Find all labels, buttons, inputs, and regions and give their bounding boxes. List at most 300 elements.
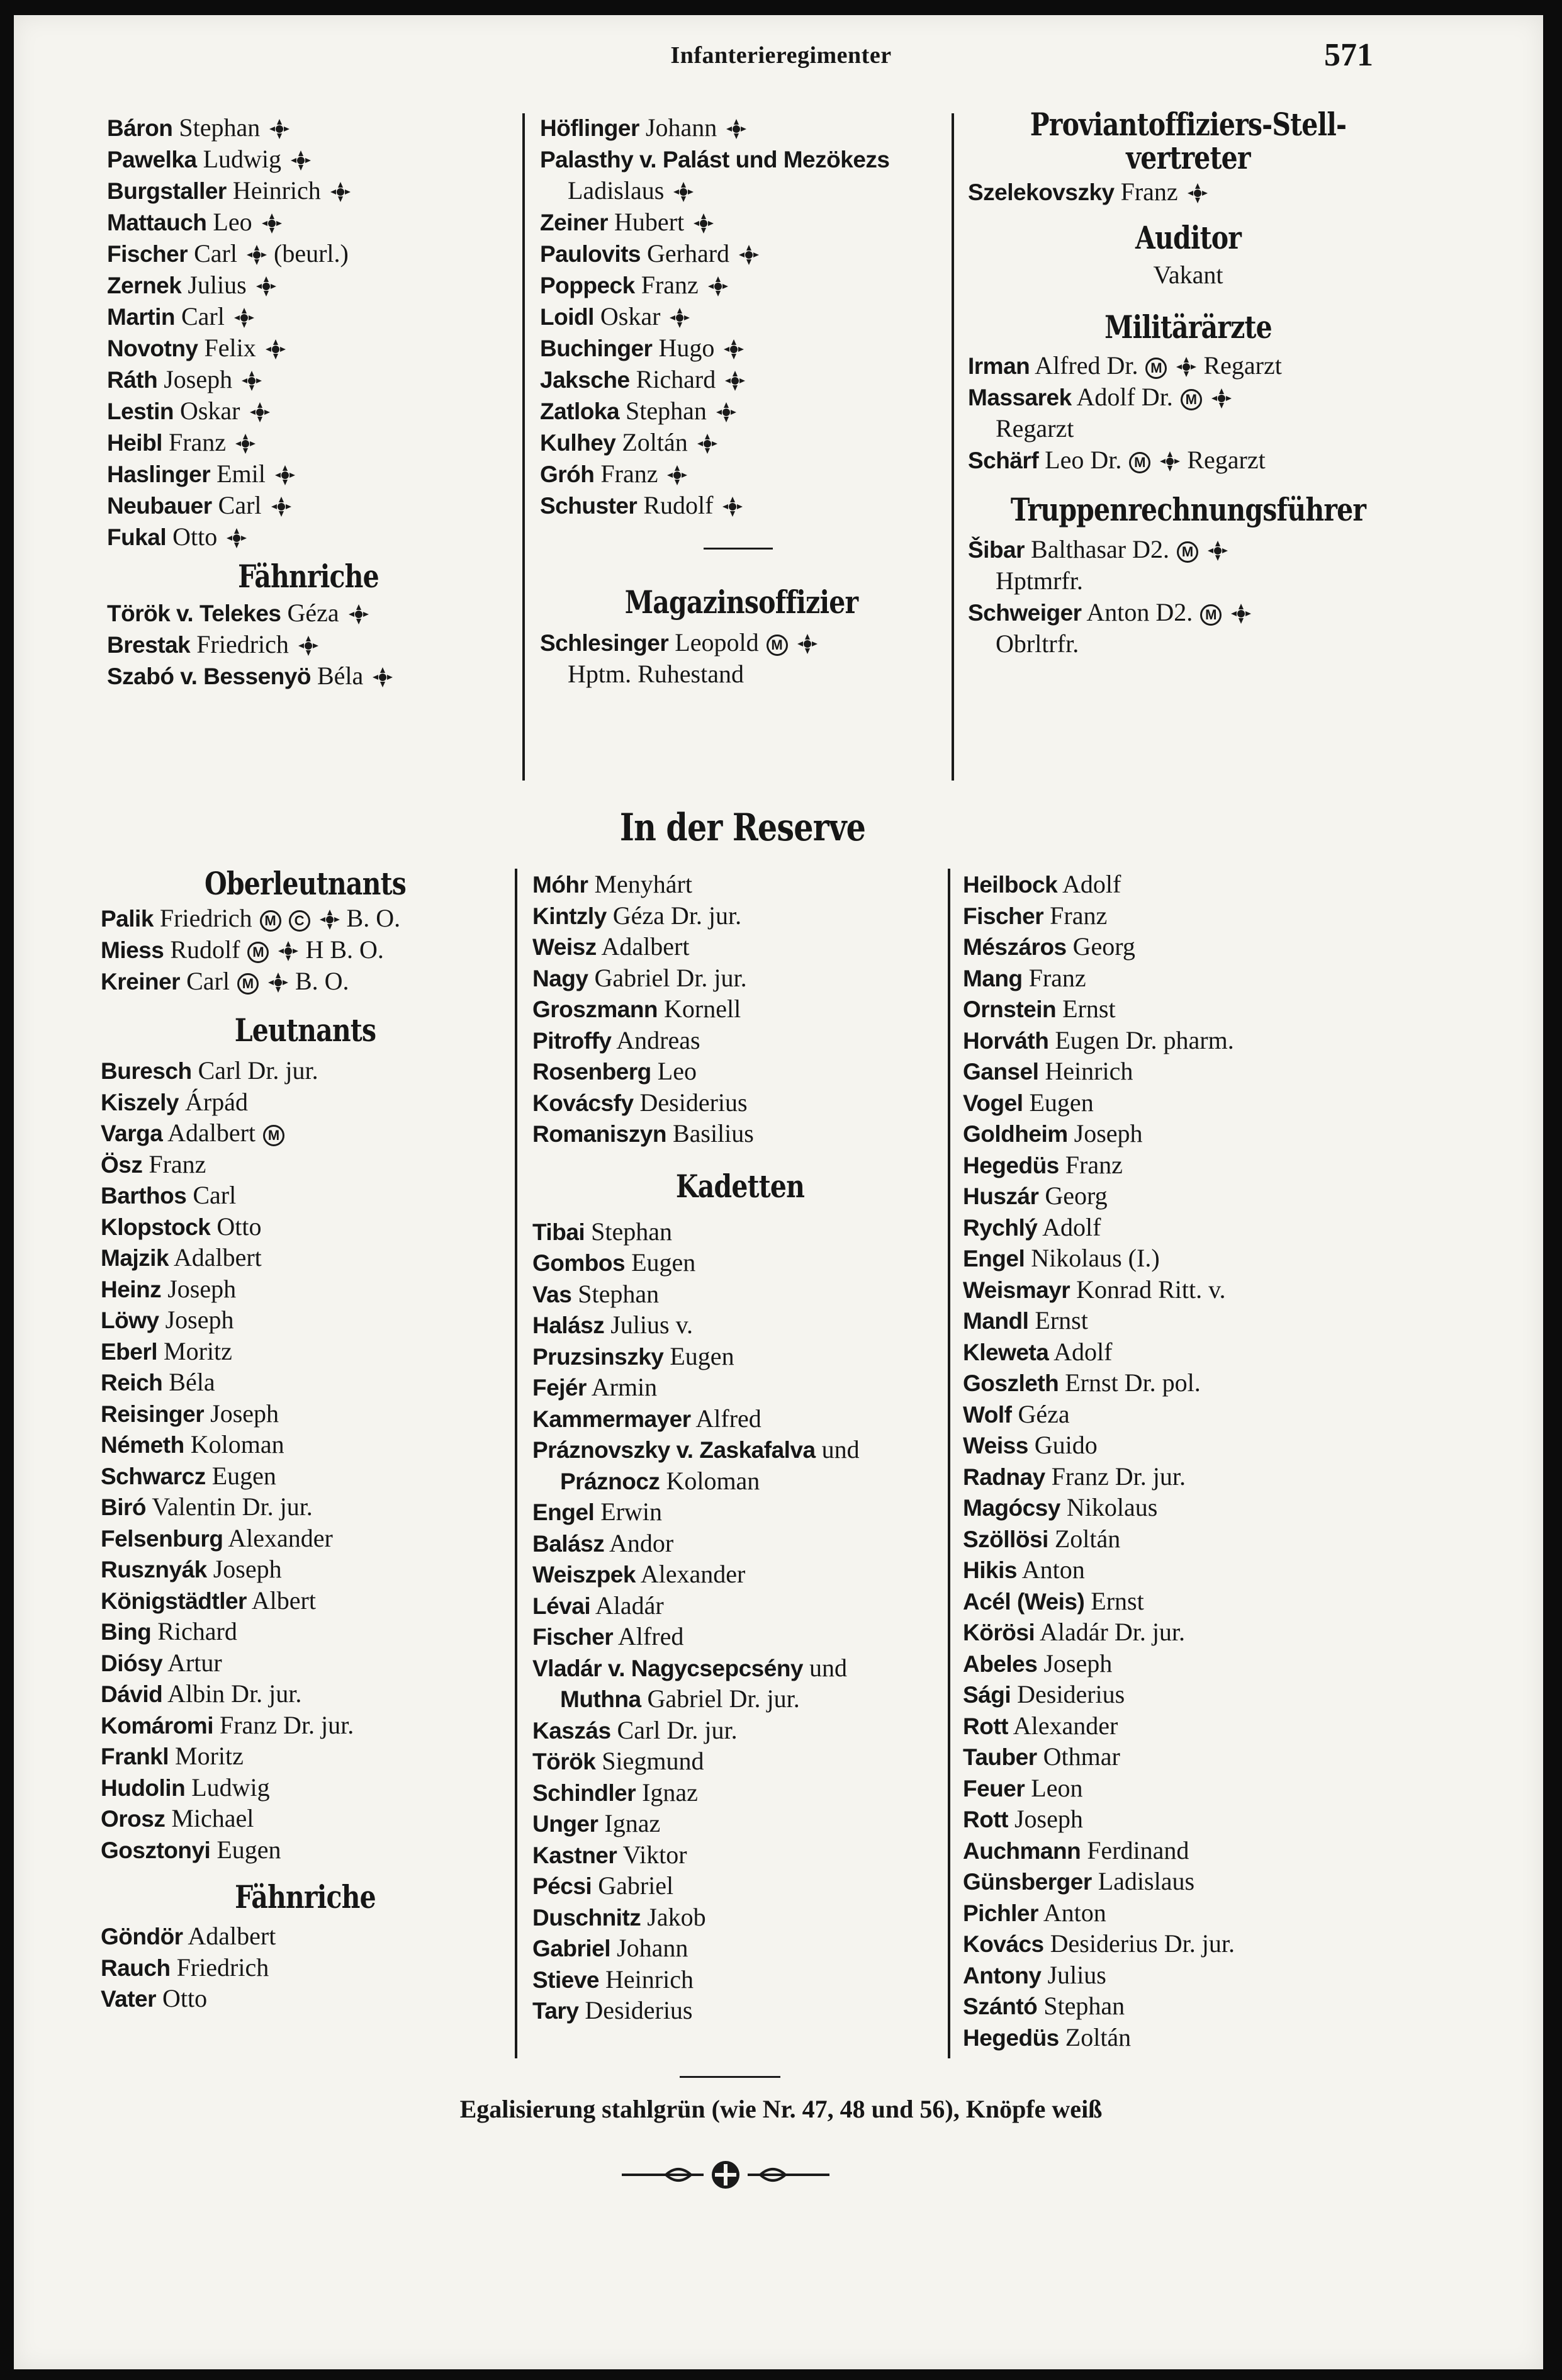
name-entry (101, 1117, 510, 1149)
section-heading: Truppenrechnungsführer (1010, 491, 1366, 528)
cross-decoration-icon (722, 496, 743, 517)
surname: Schindler (532, 1779, 636, 1806)
name-entry (963, 1616, 1403, 1648)
given-name: Franz (600, 460, 658, 488)
given-name: Regarzt (996, 414, 1074, 443)
cross-decoration-icon (669, 307, 690, 329)
given-name: Richard (157, 1617, 237, 1645)
name-entry (963, 1243, 1403, 1274)
cross-decoration-icon (274, 465, 296, 486)
given-name: und (809, 1653, 848, 1682)
given-name: Joseph (210, 1399, 279, 1428)
surname: Gombos (532, 1250, 626, 1276)
given-name: Ferdinand (1087, 1836, 1189, 1864)
given-name: Otto (162, 1984, 208, 2012)
surname: Buresch (101, 1058, 192, 1084)
name-entry (968, 381, 1408, 413)
given-name: Carl (181, 302, 225, 330)
medal-m-badge: M (767, 634, 788, 656)
name-entry (532, 1964, 948, 1995)
name-entry (963, 1990, 1403, 2022)
surname: Kleweta (963, 1339, 1049, 1365)
given-name: Stephan (179, 113, 261, 142)
surname: Gansel (963, 1059, 1039, 1085)
given-name: Oskar (179, 397, 240, 425)
cross-decoration-icon (1176, 356, 1197, 378)
name-entry (107, 395, 510, 427)
surname: Biró (101, 1494, 146, 1520)
surname: Orosz (101, 1806, 166, 1832)
surname: Pruzsinszky (532, 1343, 664, 1370)
surname: Hegedüs (963, 2024, 1059, 2051)
given-name: Ladislaus (1098, 1867, 1195, 1895)
name-entry (963, 1430, 1403, 1461)
surname: Göndör (101, 1924, 183, 1949)
name-entry (963, 1928, 1403, 1960)
surname: Antony (963, 1962, 1042, 1988)
name-entry (963, 1492, 1403, 1523)
name-entry (532, 1278, 948, 1310)
surname: Rychlý (963, 1214, 1038, 1241)
given-name: Heinrich (232, 176, 321, 205)
given-name: Heinrich (1045, 1057, 1133, 1085)
name-entry (107, 238, 510, 269)
given-name: Otto (172, 522, 218, 551)
name-entry (532, 1683, 948, 1715)
surname: Löwy (101, 1307, 159, 1333)
surname: Neubauer (107, 493, 212, 519)
medal-m-badge: M (1177, 541, 1198, 563)
surname: Fukal (107, 524, 167, 550)
surname: Palik (101, 906, 154, 932)
given-name: Joseph (1014, 1805, 1083, 1833)
given-name: Joseph (165, 1306, 234, 1334)
given-name: Desiderius (639, 1088, 748, 1117)
medal-m-badge: M (247, 942, 269, 963)
given-name: Desiderius (1017, 1680, 1125, 1708)
given-name: Friedrich (159, 904, 252, 932)
name-entry (107, 269, 510, 301)
name-entry (101, 1554, 510, 1585)
name-entry (963, 993, 1403, 1025)
name-entry (532, 1870, 948, 1902)
name-entry (540, 458, 943, 490)
name-entry (968, 597, 1408, 628)
footer-rule (680, 2076, 780, 2078)
name-entry (532, 1434, 948, 1465)
entry-remark: (beurl.) (274, 239, 349, 268)
section-heading: Militärärzte (1104, 308, 1272, 346)
name-entry (540, 238, 943, 269)
given-name: Carl (186, 967, 230, 995)
given-name: Felix (204, 334, 256, 362)
surname: Rosenberg (532, 1059, 651, 1085)
surname: Muthna (560, 1686, 641, 1712)
given-name: Eugen (211, 1461, 276, 1490)
surname: Kovácsfy (532, 1090, 634, 1116)
surname: Weiszpek (532, 1562, 636, 1588)
given-name: Zoltán (1065, 2022, 1132, 2051)
name-entry (963, 1866, 1403, 1897)
surname: Radnay (963, 1464, 1045, 1490)
given-name: Adolf (1054, 1337, 1113, 1366)
name-entry (532, 1528, 948, 1559)
name-entry (532, 931, 948, 962)
medal-m-badge: M (263, 1125, 284, 1146)
name-entry (101, 1460, 510, 1492)
surname: Tauber (963, 1744, 1037, 1770)
name-entry (963, 1523, 1403, 1555)
surname: Fejér (532, 1375, 587, 1401)
name-entry (963, 1803, 1403, 1835)
given-name: Koloman (190, 1430, 284, 1458)
bottom-column-3 (963, 869, 1403, 2053)
cross-decoration-icon (1211, 388, 1232, 409)
given-name: Adolf Dr. (1076, 383, 1173, 411)
given-name: Hubert (614, 208, 685, 236)
given-name: Franz (1028, 963, 1086, 992)
given-name: Leo (213, 208, 252, 236)
surname: Kaszás (532, 1717, 611, 1744)
ornament-divider-icon (622, 2159, 829, 2191)
surname: Kiszely (101, 1089, 179, 1115)
given-name: Hptmrfr. (996, 567, 1083, 595)
given-name: Franz (1065, 1150, 1123, 1179)
given-name: Franz (168, 428, 227, 456)
given-name: Ignaz (642, 1778, 698, 1807)
surname: Pécsi (532, 1873, 592, 1899)
name-entry (101, 1180, 510, 1211)
name-entry (532, 1839, 948, 1871)
name-entry (963, 1710, 1403, 1742)
given-name: Leo (657, 1057, 697, 1085)
column-divider (948, 869, 950, 2058)
name-entry (107, 301, 510, 332)
surname: Schärf (968, 448, 1039, 473)
given-name: Erwin (600, 1497, 663, 1526)
name-entry (101, 1398, 510, 1430)
name-entry (107, 144, 510, 175)
surname: Mattauch (107, 210, 207, 235)
surname: Halász (532, 1312, 605, 1338)
name-entry (107, 112, 510, 144)
given-name: Obrltrfr. (996, 629, 1079, 658)
surname: Kovács (963, 1931, 1044, 1957)
given-name: Adalbert (173, 1243, 262, 1272)
given-name: Gerhard (647, 239, 730, 268)
given-name: Joseph (164, 365, 233, 393)
given-name: Andor (609, 1528, 674, 1557)
cross-decoration-icon (372, 667, 393, 688)
surname: Heibl (107, 430, 162, 456)
cross-decoration-icon (319, 909, 340, 930)
entry-remark: H B. O. (305, 935, 384, 964)
surname: Lévai (532, 1593, 591, 1619)
given-name: Aladár (595, 1591, 664, 1620)
name-entry (963, 1773, 1403, 1804)
given-name: Valentin Dr. jur. (152, 1492, 313, 1521)
surname: Rott (963, 1713, 1008, 1739)
surname: Engel (532, 1499, 595, 1525)
given-name: Alexander (1013, 1711, 1118, 1740)
given-name: Carl Dr. jur. (198, 1056, 318, 1085)
name-entry (963, 1274, 1403, 1306)
name-entry (532, 1118, 948, 1149)
surname: Mang (963, 965, 1023, 991)
surname: Barthos (101, 1183, 187, 1209)
surname: Vater (101, 1986, 157, 2012)
name-entry (101, 1523, 510, 1554)
section-heading: Leutnants (234, 1012, 376, 1049)
surname: Unger (532, 1811, 598, 1837)
name-entry (101, 1242, 510, 1273)
top-column-2 (540, 112, 943, 690)
given-name: Leopold (675, 628, 759, 657)
surname: Rusznyák (101, 1557, 207, 1582)
section-heading: Oberleutnants (204, 865, 407, 902)
surname: Gabriel (532, 1936, 610, 1961)
given-name: Friedrich (176, 1953, 269, 1982)
given-name: Leo Dr. (1045, 446, 1122, 474)
name-entry (540, 427, 943, 458)
name-entry (540, 206, 943, 238)
section-heading: Auditor (1135, 219, 1241, 256)
surname: Massarek (968, 385, 1072, 410)
name-entry (532, 1056, 948, 1087)
given-name: Menyhárt (594, 870, 692, 898)
name-entry (963, 1960, 1403, 1991)
cross-decoration-icon (666, 465, 688, 486)
given-name: Stephan (626, 397, 707, 425)
name-entry (532, 1652, 948, 1684)
name-entry (101, 1710, 510, 1741)
given-name: Joseph (213, 1555, 282, 1583)
name-entry (532, 1932, 948, 1964)
given-name: Aladár Dr. jur. (1039, 1618, 1186, 1646)
text-line: Vakant (1153, 261, 1223, 289)
cross-decoration-icon (298, 635, 319, 657)
name-entry (540, 658, 943, 690)
name-entry (532, 1808, 948, 1839)
given-name: Moritz (164, 1336, 232, 1365)
surname: Balász (532, 1530, 605, 1557)
surname: Bing (101, 1619, 152, 1645)
name-entry (532, 1247, 948, 1278)
column-divider (522, 113, 525, 781)
given-name: Moritz (175, 1742, 244, 1770)
surname: Goldheim (963, 1121, 1068, 1147)
given-name: Ernst Dr. pol. (1065, 1368, 1201, 1397)
name-entry (968, 628, 1408, 660)
cross-decoration-icon (697, 433, 718, 454)
name-entry (968, 350, 1408, 381)
surname: Ornstein (963, 996, 1057, 1022)
given-name: Gabriel (598, 1871, 674, 1900)
name-entry (107, 332, 510, 364)
given-name: Ernst (1091, 1586, 1144, 1615)
given-name: Anton D2. (1086, 598, 1193, 626)
surname: Buchinger (540, 336, 653, 361)
name-entry (532, 1025, 948, 1056)
name-entry (532, 993, 948, 1025)
surname: Práznovszky v. Zaskafalva (532, 1437, 816, 1463)
surname: Zatloka (540, 398, 620, 424)
cross-decoration-icon (261, 213, 283, 234)
given-name: Ludwig (191, 1773, 270, 1802)
surname: Vladár v. Nagycsepcsény (532, 1655, 804, 1681)
surname: Rott (963, 1807, 1008, 1832)
surname: Eberl (101, 1338, 158, 1365)
given-name: Stephan (578, 1279, 660, 1308)
name-entry (532, 1341, 948, 1372)
cross-decoration-icon (1159, 451, 1181, 472)
bottom-column-2 (532, 869, 948, 2026)
surname: Pichler (963, 1900, 1038, 1926)
given-name: Franz (641, 271, 699, 299)
surname: Török (532, 1749, 596, 1774)
given-name: Andreas (616, 1025, 700, 1054)
name-entry (963, 1336, 1403, 1368)
given-name: Otto (216, 1212, 262, 1241)
surname: Groszmann (532, 996, 658, 1022)
surname: Kintzly (532, 903, 607, 929)
section-heading: Proviantoffiziers-Stell- (1030, 106, 1347, 143)
given-name: Adalbert (188, 1922, 276, 1950)
name-entry (107, 427, 510, 458)
given-name: Stephan (591, 1217, 673, 1246)
entry-remark: Regarzt (1203, 351, 1282, 380)
cross-decoration-icon (797, 633, 818, 655)
name-entry (963, 1118, 1403, 1149)
name-entry (101, 1983, 510, 2014)
name-entry (532, 1403, 948, 1435)
given-name: Siegmund (602, 1747, 704, 1775)
surname: Jaksche (540, 367, 630, 393)
surname: Majzik (101, 1245, 169, 1271)
surname: Šibar (968, 537, 1025, 563)
name-entry (968, 413, 1408, 444)
name-entry (101, 1336, 510, 1367)
name-entry (101, 1647, 510, 1679)
cross-decoration-icon (673, 181, 694, 203)
surname: Pitroffy (532, 1027, 612, 1054)
name-entry (963, 1367, 1403, 1399)
name-entry (532, 1777, 948, 1808)
surname: Komáromi (101, 1712, 213, 1739)
surname: Szántó (963, 1994, 1038, 2019)
name-entry (540, 627, 943, 658)
surname: Frankl (101, 1744, 169, 1769)
surname: Zeiner (540, 210, 609, 235)
name-entry (540, 301, 943, 332)
name-entry (968, 534, 1408, 565)
surname: Kammermayer (532, 1406, 691, 1432)
surname: Schlesinger (540, 630, 669, 656)
given-name: Jakob (647, 1902, 706, 1931)
given-name: Hptm. Ruhestand (568, 660, 744, 688)
name-entry (107, 629, 510, 660)
given-name: Franz Dr. jur. (219, 1710, 354, 1739)
section-heading: Fähnriche (238, 558, 379, 595)
given-name: Artur (167, 1648, 222, 1677)
surname: Dávid (101, 1681, 163, 1707)
column-divider (515, 869, 517, 2058)
cross-decoration-icon (256, 276, 277, 297)
surname: Engel (963, 1246, 1025, 1272)
given-name: Albert (251, 1586, 316, 1615)
name-entry (963, 1554, 1403, 1586)
cross-decoration-icon (1207, 540, 1228, 561)
section-heading: vertreter (1126, 139, 1250, 176)
surname: Varga (101, 1120, 163, 1146)
surname: Höflinger (540, 115, 639, 141)
surname: Gosztonyi (101, 1837, 211, 1863)
cross-decoration-icon (693, 213, 714, 234)
top-column-1 (107, 112, 510, 692)
name-entry (107, 660, 510, 692)
given-name: Zoltán (622, 428, 688, 456)
surname: Paulovits (540, 241, 641, 267)
surname: Lestin (107, 398, 174, 424)
cross-decoration-icon (716, 402, 737, 423)
name-entry (101, 1803, 510, 1834)
surname: Hudolin (101, 1774, 186, 1801)
surname: Diósy (101, 1650, 163, 1676)
name-entry (532, 1087, 948, 1119)
name-entry (101, 1952, 510, 1983)
given-name: Adolf (1062, 870, 1121, 898)
name-entry (101, 1055, 510, 1086)
name-entry (963, 1741, 1403, 1773)
surname: Haslinger (107, 461, 211, 487)
surname: Königstädtler (101, 1588, 247, 1614)
name-entry (107, 597, 510, 629)
surname: Duschnitz (532, 1904, 641, 1931)
name-entry (963, 1212, 1403, 1243)
name-entry (963, 1399, 1403, 1430)
name-entry (963, 1897, 1403, 1929)
name-entry (968, 565, 1408, 597)
cross-decoration-icon (278, 940, 299, 962)
given-name: Nikolaus (I.) (1031, 1244, 1160, 1272)
surname: Zernek (107, 273, 182, 298)
name-entry (968, 444, 1408, 476)
medal-m-badge: M (237, 973, 259, 995)
surname: Körösi (963, 1620, 1035, 1645)
given-name: Armin (591, 1373, 658, 1401)
name-entry (101, 1304, 510, 1336)
surname: Reisinger (101, 1401, 205, 1427)
cross-decoration-icon (724, 370, 746, 392)
surname: Práznocz (560, 1468, 660, 1494)
name-entry (963, 1087, 1403, 1119)
surname: Hikis (963, 1557, 1017, 1583)
given-name: Franz (1050, 901, 1108, 930)
cross-decoration-icon (235, 433, 256, 454)
surname: Palasthy v. Palást und Mezökezs (540, 147, 890, 172)
given-name: Franz (149, 1149, 206, 1178)
name-entry (101, 1585, 510, 1616)
bottom-column-1 (101, 862, 510, 2014)
name-entry (540, 175, 943, 206)
surname: Acél (Weis) (963, 1588, 1085, 1615)
cross-decoration-icon (249, 402, 271, 423)
name-entry (532, 1621, 948, 1652)
given-name: Géza (1018, 1399, 1070, 1428)
surname: Irman (968, 353, 1030, 379)
surname: Fischer (107, 241, 188, 267)
name-entry (101, 1678, 510, 1710)
